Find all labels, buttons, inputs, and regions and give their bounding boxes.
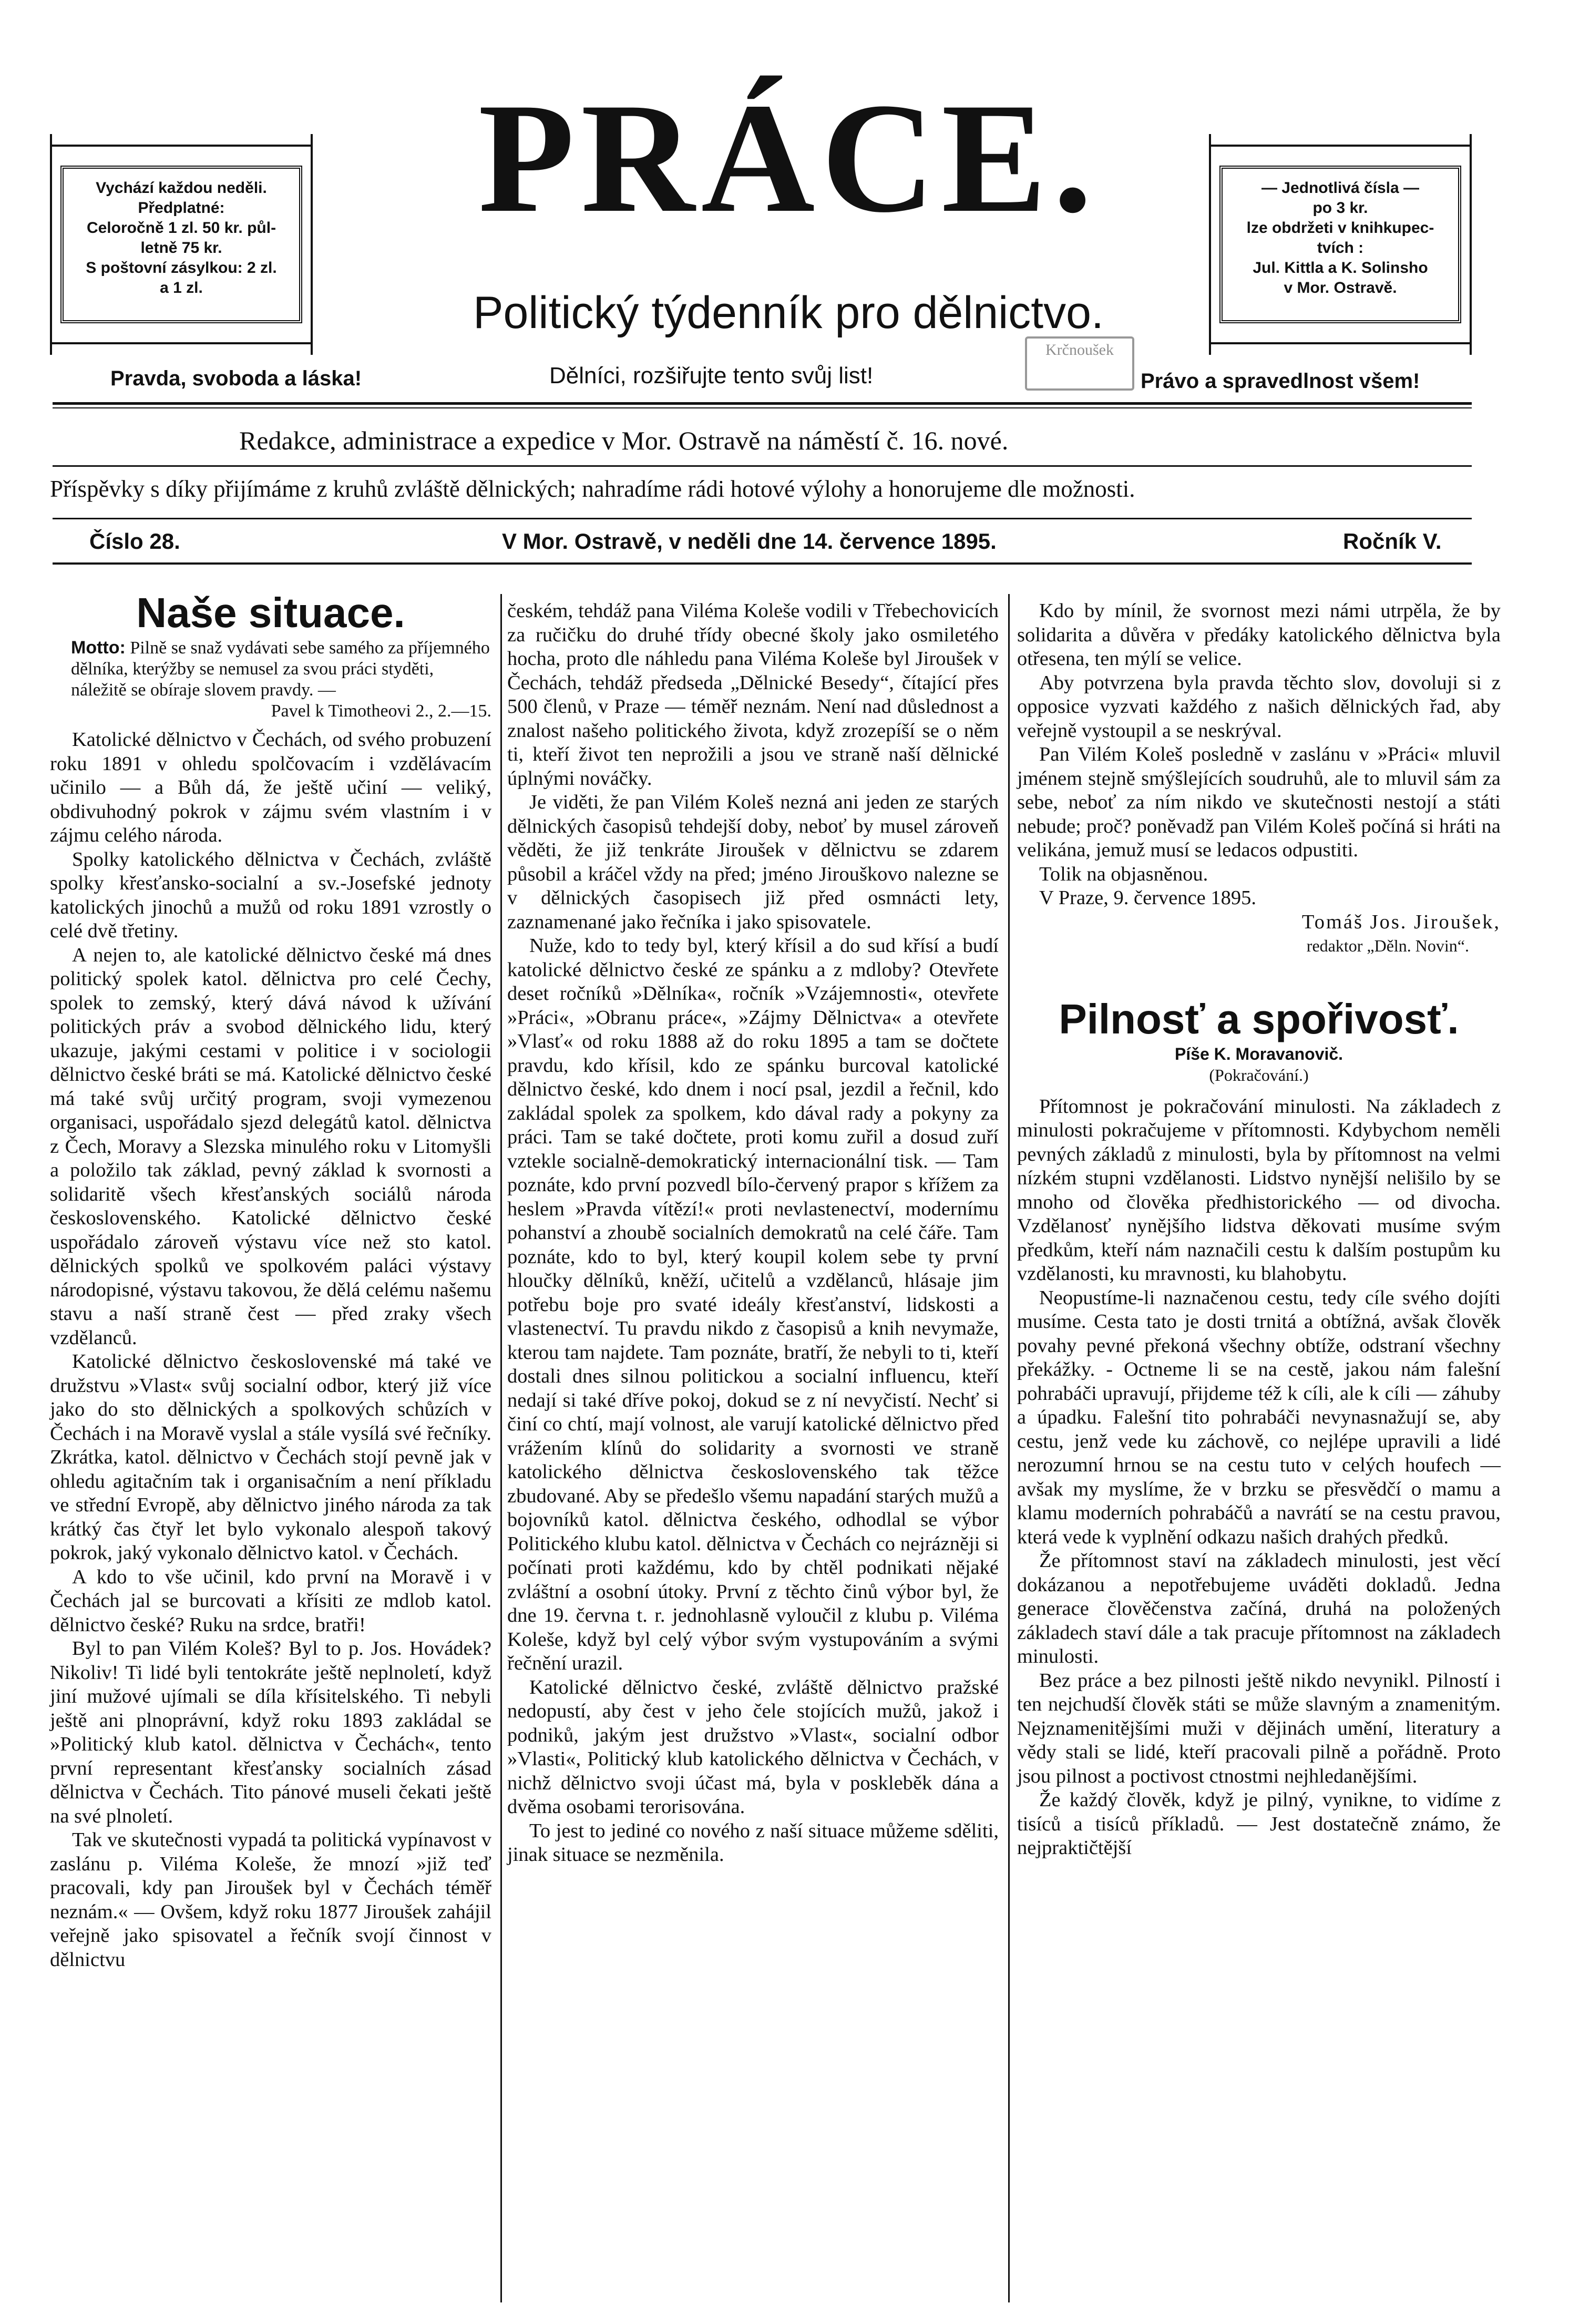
issue-number: Číslo 28.: [89, 529, 180, 554]
paragraph: A kdo to vše učinil, kdo první na Moravě i v Čechách jal se burcovati a křísiti ze mdlob katol. dělnictvo české? Ruku na srdce, bratři!: [50, 1565, 491, 1636]
paragraph: Je viděti, že pan Vilém Koleš nezná ani jeden ze starých dělnických časopisů tehdejší doby, neboť by musel zároveň věděti, že již tenkráte Jiroušek v dělnictvu se zdarem působil a kráčel vždy na před; jméno Jirouškovo nalezne se v dělnických časopisech již před osmnácti lety, zaznamenané jako řečníka i jako spisovatele.: [507, 791, 999, 933]
single-copy-line: v Mor. Ostravě.: [1284, 279, 1397, 296]
subscription-line: Vychází každou neděli.: [96, 179, 267, 197]
paragraph: Katolické dělnictvo české, zvláště dělnictvo pražské nedopustí, aby čest v jeho čele stojících mužů, jakož i podniků, jakým jest družstvo »Vlast«, socialní odbor »Vlasti«, Politický klub katolického dělnictva v Čechách, v nichž dělnictvo svoji účast má, byla v poskleběk dána a dvěma osobami terorisována.: [507, 1676, 999, 1818]
paragraph: Katolické dělnictvo československé má také ve družstvu »Vlast« svůj socialní odbor, který již více jako do sto dělnických a spolkových schůzích v Čechách i na Moravě vyslal a stále vysílá své řečníky. Zkrátka, katol. dělnictvo v Čechách stojí pevně jak v ohledu agitačním tak i organisačním a není příkladu ve střední Evropě, aby dělnictvo jiného národa za tak krátký čas čtyř let bylo vykonalo alespoň takový pokrok, jaký vykonalo dělnictvo katol. v Čechách.: [50, 1350, 491, 1564]
single-copy-line: — Jednotlivá čísla —: [1261, 179, 1420, 197]
continued-note: (Pokračování.): [1209, 1065, 1309, 1084]
editorial-address: Redakce, administrace a expedice v Mor. Ostravě na náměstí č. 16. nové.: [239, 426, 1009, 455]
paragraph: Pan Vilém Koleš posledně v zaslánu v »Práci« mluvil jménem stejně smýšlejících soudruhů, ale to mluvil sám za sebe, neboť za ním nikdo ve skutečnosti nestojí a státi nebude; proč? poněvadž pan Vilém Koleš počíná si hráti na velikána, jemuž musí se ledacos odpustiti.: [1017, 743, 1501, 861]
motto: [71, 637, 491, 722]
paragraph: Byl to pan Vilém Koleš? Byl to p. Jos. Hovádek? Nikoliv! Ti lidé byli tentokráte ještě neplnoletí, když jiní mužové ujímali se díla křísitelského. Ti nebyli ještě ani plnoprávní, když roku 1893 zakládal se »Politický klub katol. dělnictva v Čechách«, tento první representant křesťansky socialních zásad dělnictva v Čechách. Tito pánové museli čekati ještě na své plnoletí.: [50, 1637, 491, 1827]
paragraph: Neopustíme-li naznačenou cestu, tedy cíle svého dojíti musíme. Cesta tato je dosti trnitá a obtížná, avšak člověk povahy pevné překoná všechny obtíže, odstraní všechny překážky. - Octneme li se na cestě, jakou nám falešní pohrabáči upravují, přijdeme též k cíli, ale k cíli — záhuby a úpadku. Falešní tito pohrabáči nevynasnažují se, aby cestu, jenž vede ku záchově, co nejlépe upravili a lidé nerozumní hrnou se na cestu tuto v celých houfech — avšak my myslíme, že v brzku se přesvědčí o mamu a klamu moderních pohrabáčů a navrátí se na cestu pravou, která vede k vyplnění odkazu našich drahých předků.: [1017, 1286, 1501, 1548]
divider: [53, 562, 1472, 565]
single-copy-line: lze obdržeti v knihkupec-: [1246, 219, 1434, 237]
motto-source: Pavel k Timotheovi 2., 2.—15.: [271, 701, 491, 721]
paragraph: V Praze, 9. července 1895.: [1039, 887, 1256, 909]
paragraph: Že každý člověk, když je pilný, vynikne, to vidíme z tisíců a tisíců příkladů. — Jest dostatečně známo, že nejpraktičtější: [1017, 1789, 1501, 1859]
paragraph: Bez práce a bez pilnosti ještě nikdo nevynikl. Pilností i ten nejchudší člověk státi se může slavným a znamenitým. Nejznamenitějšími muži v dějinách umění, literatury a vědy stali se lidé, kteří pracovali pilně a pořádně. Proto jsou pilnost a poctivost ctnostmi nejhledanějšími.: [1017, 1669, 1501, 1787]
masthead-subtitle: Politický týdenník pro dělnictvo.: [473, 288, 1104, 338]
masthead-title: PRÁCE.: [478, 70, 1099, 245]
divider: [53, 465, 1472, 467]
single-copy-line: Jul. Kittla a K. Solinsho: [1253, 259, 1428, 277]
single-copy-line: po 3 kr.: [1312, 199, 1368, 217]
paragraph: Spolky katolického dělnictva v Čechách, zvláště spolky křesťansko-socialní a sv.-Josefské jednoty katolických jinochů a mužů od roku 1891 vzrostly o celé dvě třetiny.: [50, 848, 491, 942]
issue-date: V Mor. Ostravě, v neděli dne 14. července 1895.: [502, 529, 997, 554]
subscription-line: letně 75 kr.: [140, 239, 222, 257]
article-author: Píše K. Moravanovič.: [1174, 1044, 1343, 1063]
single-copy-line: tvích :: [1317, 239, 1364, 257]
paragraph: A nejen to, ale katolické dělnictvo české má dnes politický spolek katol. dělnictva pro celé Čechy, spolek to zemský, který dává návod k užívání politických práv a svobod dělnického lidu, který ukazuje, jakými cestami v politice i v sociologii dělnictvo české bráti se má. Katolické dělnictvo české má také svůj určitý program, svoji vymezenou organisaci, uspořádalo sjezd delegátů katol. dělnictva z Čech, Moravy a Slezska minulého roku v Litomyšli a položilo tak základ, pevný základ k svornosti a solidaritě všech křesťanských sociálů národa československého. Katolické dělnictvo české uspořádalo zároveň výstavu více než sto katol. dělnických spolků ve spolkovém paláci výstavy národopisné, výstavu takovou, že dělá celému našemu stavu a naší straně čest — před zraky všech vzdělanců.: [50, 944, 491, 1349]
paragraph: českém, tehdáž pana Viléma Koleše vodili v Třebechovicích za ručičku do druhé třídy obecné školy jako osmiletého hocha, proto dle náhledu pana Viléma Koleše byl Jiroušek v Čechách, tehdáž předseda „Dělnické Besedy“, čítající přes 500 členů, v Praze — téměř neznám. Není nad důslednost a znalost našeho politického života, když zrozepíší se o něm ti, kteří život ten neprožili a jsou ve straně naší dělnické úplnými nováčky.: [507, 600, 999, 790]
divider: [53, 407, 1472, 408]
motto-text: Pilně se snaž vydávati sebe samého za příjemného dělníka, kterýžby se nemusel za svou práci styděti, náležitě se obíraje slovem pravdy. —: [71, 638, 490, 700]
signature: Tomáš Jos. Jiroušek,: [1301, 910, 1501, 933]
paragraph: Přítomnost je pokračování minulosti. Na základech z minulosti pokračujeme v přítomnosti. Kdybychom neměli pevných základů z minulosti, byla by přítomnost na velmi nízkém stupni vzdělanosti. Lidstvo nynější nelišilo by se mnoho od člověka předhistorického — od divocha. Vzdělanosť nynějšího lidstva děkovati musíme svým předkům, kteří nám naznačili cestu k dalším postupům ku vzdělanosti, ku mravnosti, ku blahobytu.: [1017, 1095, 1501, 1285]
column-rule: [1008, 594, 1010, 2302]
paragraph: Tolik na objasněnou.: [1039, 863, 1208, 885]
article-title: Pilnosť a spořivosť.: [1059, 995, 1459, 1042]
slogan-right: Právo a spravedlnost všem!: [1141, 370, 1420, 393]
paragraph: Tak ve skutečnosti vypadá ta politická vypínavost v zaslánu p. Viléma Koleše, že mnozí »již teď pracovali, kdy pan Jiroušek byl v Čechách téměř neznám.« — Ovšem, když roku 1877 Jiroušek zahájil veřejně jako spisovatel a řečník svojí činnost v dělnictvu: [50, 1829, 491, 1971]
divider: [53, 402, 1472, 405]
subscription-line: Celoročně 1 zl. 50 kr. půl-: [86, 219, 276, 237]
signature-note: redaktor „Děln. Novin“.: [1306, 936, 1469, 955]
contributions-note: Příspěvky s díky přijímáme z kruhů zvláště dělnických; nahradíme rádi hotové výlohy a honorujeme dle možnosti.: [50, 476, 1135, 502]
slogan-left: Pravda, svoboda a láska!: [110, 367, 362, 390]
column-1: [50, 589, 491, 1972]
library-stamp: Krčnoušek: [1025, 336, 1134, 391]
subscription-line: Předplatné:: [138, 199, 225, 217]
subscription-box: [60, 166, 302, 323]
paragraph: Katolické dělnictvo v Čechách, od svého probuzení roku 1891 v ohledu spolčovacím i vzdělávacím učinilo — a Bůh dá, že ještě učiní — veliký, obdivuhodný pokrok v zájmu svém vlastním i v zájmu celého národa.: [50, 729, 491, 846]
column-rule: [500, 594, 502, 2302]
issue-volume: Ročník V.: [1343, 529, 1442, 554]
column-3: [1017, 599, 1501, 1860]
article-title: Naše situace.: [136, 589, 405, 636]
paragraph: Aby potvrzena byla pravda těchto slov, dovoluji si z opposice vyzvati každého z našich dělnických řad, aby veřejně vystoupil a se neskrýval.: [1017, 671, 1501, 742]
slogan-center: Dělníci, rozšiřujte tento svůj list!: [549, 363, 874, 388]
paragraph: To jest to jediné co nového z naší situace můžeme sděliti, jinak situace se nezměnila.: [507, 1819, 999, 1866]
paragraph: Kdo by mínil, že svornost mezi námi utrpěla, že by solidarita a důvěra v předáky katolického dělnictva byla otřesena, ten mýlí se velice.: [1017, 600, 1501, 670]
paragraph: Že přítomnost staví na základech minulosti, jest věcí dokázanou a nepotřebujeme uváděti dokladů. Jedna generace člověčenstva začíná, druhá na položených základech staví dále a tak pracuje přítomnost na základech minulosti.: [1017, 1550, 1501, 1667]
column-2: [507, 599, 999, 1867]
subscription-line: a 1 zl.: [160, 279, 203, 296]
divider: [53, 518, 1472, 519]
motto-label: Motto:: [71, 638, 126, 658]
subscription-line: S poštovní zásylkou: 2 zl.: [86, 259, 277, 277]
paragraph: Nuže, kdo to tedy byl, který křísil a do sud křísí a budí katolické dělnictvo české ze spánku a z mdloby? Otevřete deset ročníků »Dělníka«, ročník »Vzájemnosti«, otevřete »Práci«, »Obranu práce«, »Zájmy Dělnictva« a otevřete »Vlasť« od roku 1888 až do roku 1895 a tam se dočtete pravdu, kdo křísil, kdo ze spánku burcoval katolické dělnictvo české, kdo dnem i nocí psal, jezdil a řečnil, kdo zakládal spolek za spolkem, kdo dával rady a pokyny za práci. Tam se také dočtete, proti komu zuřil a dosud zuří vztekle socialně-demokratický internacionální tisk. — Tam poznáte, kdo první pozvedl bílo-červený prapor s křížem za heslem »Pravda vítězí!« proti nevlastenectví, modernímu pohanství a zhoubě socialních demokratů na celé čáře. Tam poznáte, kdo to byl, který koupil kolem sebe ty první hloučky dělníků, kněží, učitelů a vzdělanců, hlásaje jim potřebu boje pro svaté ideály křesťanství, lidskosti a vlastenectví. Tu pravdu nikdo z časopisů a knih nevymaže, kterou tam najdete. Tam poznáte, bratří, že nebyli to ti, kteří dostali dnes silnou politickou a socialní influencu, kteří nedají si také dříve pokoj, dokud se z ní nevyčistí. Nechť si činí co chtí, mají volnost, ale varují katolické dělnictvo před vrážením klínů do solidarity a svornosti ve straně katolického dělnictva československého tak těžce zbudované. Aby se předešlo všemu napadání starých mužů a bojovníků katol. dělnictva českého, odhodlal se výbor Politického klubu katol. dělnictva v Čechách co nejrázněji si počínati proti každému, kdo by chtěl podnikati nějaké zvláštní a osobní útoky. První z těchto činů výbor byl, že dne 19. června t. r. jednohlasně vyloučil z klubu p. Viléma Koleše, když byl celý výbor svým vystupováním a svými řečnění urazil.: [507, 935, 999, 1674]
